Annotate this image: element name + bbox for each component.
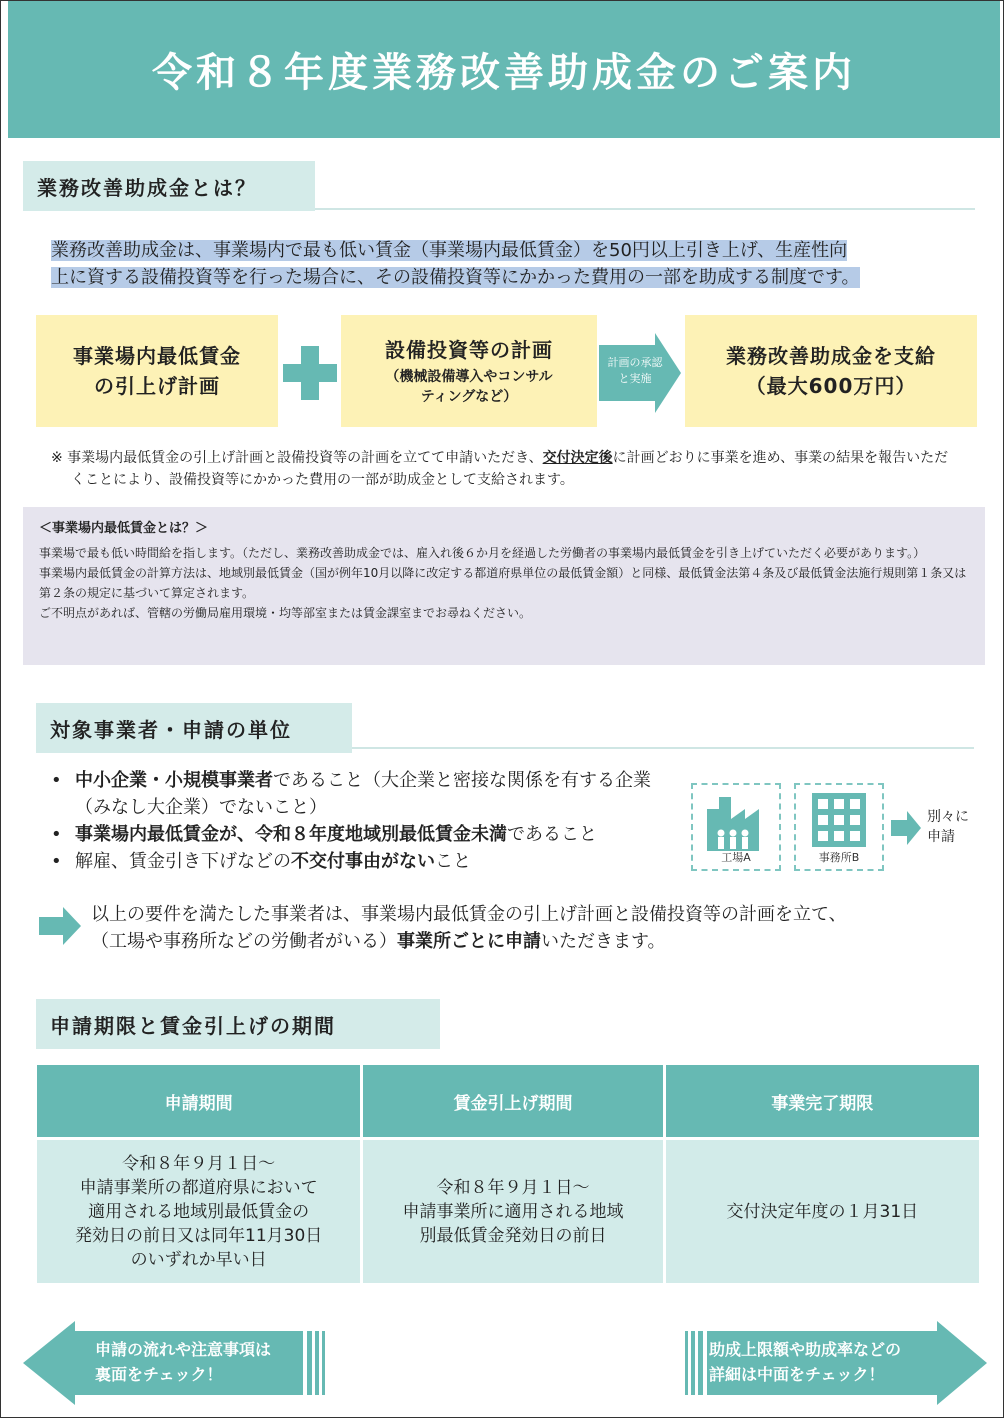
intro-line-1: 業務改善助成金は、事業場内で最も低い賃金（事業場内最低賃金）を50円以上引き上げ、生産性向 <box>51 240 848 261</box>
conclusion-line-2 <box>91 928 971 955</box>
cell-line: のいずれか早い日 <box>130 1249 267 1270</box>
column-header: 賃金引上げ期間 <box>363 1065 662 1137</box>
header-banner <box>8 1 1000 138</box>
process-note <box>51 447 961 491</box>
table-cell-wage-period <box>363 1137 662 1283</box>
bullet-text: 解雇、賃金引き下げなどの <box>75 851 291 872</box>
flow-box-investment-sub1: （機械設備導入やコンサル <box>385 369 553 385</box>
plus-icon-vertical <box>301 346 319 400</box>
table-cell-completion-deadline <box>666 1137 979 1283</box>
right-arrow-icon <box>891 811 921 845</box>
list-item <box>47 767 677 821</box>
cell-line: 発効日の前日又は同年11月30日 <box>75 1225 323 1246</box>
definition-line-1: 事業場で最も低い時間給を指します。（ただし、業務改善助成金では、雇入れ後６か月を経過した労働者の事業場内最低賃金を引き上げていただく必要があります。） <box>39 546 926 560</box>
back-page-link-text <box>95 1337 271 1387</box>
schedule-table <box>34 1065 982 1283</box>
bullet-bold: 事業場内最低賃金が、令和８年度地域別最低賃金未満 <box>75 824 507 845</box>
column-header: 申請期間 <box>37 1065 360 1137</box>
factory-box <box>691 783 781 871</box>
page-title: 令和８年度業務改善助成金のご案内 <box>152 50 856 96</box>
definition-title: ＜事業場内最低賃金とは？＞ <box>39 521 209 536</box>
section-divider <box>315 208 975 210</box>
nav-right-line-1: 助成上限額や助成率などの <box>709 1340 902 1359</box>
section-divider <box>352 747 974 749</box>
bullet-bold: 中小企業・小規模事業者 <box>75 770 273 791</box>
separate-line-1: 別々に <box>927 809 969 825</box>
cell-line: 別最低賃金発効日の前日 <box>419 1225 607 1246</box>
nav-left-line-2: 裏面をチェック！ <box>95 1365 223 1384</box>
factory-icon <box>693 789 779 855</box>
approval-arrow-label-2: と実施 <box>618 372 652 385</box>
middle-page-link-text <box>709 1337 901 1387</box>
flow-box-investment-title: 設備投資等の計画 <box>385 338 553 362</box>
bullet-text: であること <box>507 824 597 845</box>
intro-line-2: 上に資する設備投資等を行った場合に、その設備投資等にかかった費用の一部を助成する制度です。 <box>51 267 860 288</box>
table-row <box>37 1137 979 1283</box>
flow-box-subsidy-line2: （最大600万円） <box>745 374 917 398</box>
table-header-row <box>37 1065 979 1137</box>
flow-box-subsidy-line1: 業務改善助成金を支給 <box>726 344 936 368</box>
section-heading-what-is: 業務改善助成金とは？ <box>23 161 315 211</box>
conclusion-line-1: 以上の要件を満たした事業者は、事業場内最低賃金の引上げ計画と設備投資等の計画を立て、 <box>91 904 847 925</box>
list-item <box>47 848 677 875</box>
flow-box-wage-plan <box>36 315 278 427</box>
column-header: 事業完了期限 <box>666 1065 979 1137</box>
bullet-text: こと <box>435 851 471 872</box>
approval-arrow-label-1: 計画の承認 <box>607 356 663 369</box>
flow-box-subsidy <box>685 315 977 427</box>
eligibility-list <box>47 767 677 875</box>
definition-box <box>23 507 985 665</box>
table-cell-application-period <box>37 1137 360 1283</box>
right-arrow-icon <box>39 907 81 945</box>
separate-application-note <box>927 807 969 847</box>
cell-line: 申請事業所の都道府県において <box>79 1177 318 1198</box>
process-note-bold: 交付決定後 <box>542 450 613 466</box>
process-note-pre: ※ 事業場内最低賃金の引上げ計画と設備投資等の計画を立てて申請いただき、 <box>51 450 543 466</box>
flow-box-wage-plan-line1: 事業場内最低賃金 <box>73 344 241 368</box>
cell-line: 交付決定年度の１月31日 <box>726 1201 919 1222</box>
conclusion-text <box>91 901 971 955</box>
flow-box-wage-plan-line2: の引上げ計画 <box>94 374 220 398</box>
process-note-post: に計画どおりに事業を進め、事業の結果を報告いただくことにより、設備投資等にかかった費用の一部が助成金として支給されます。 <box>71 450 949 488</box>
cell-line: 令和８年９月１日～ <box>436 1177 590 1198</box>
nav-left-line-1: 申請の流れや注意事項は <box>95 1340 272 1359</box>
approval-arrow-label <box>603 355 667 387</box>
cell-line: 申請事業所に適用される地域 <box>402 1201 624 1222</box>
factory-label: 工場A <box>721 851 751 864</box>
definition-line-3: ご不明点があれば、管轄の労働局雇用環境・均等部室または賃金課室までお尋ねください。 <box>39 606 532 620</box>
bullet-bold: 不交付事由がない <box>291 851 435 872</box>
conclusion-post: いただきます。 <box>541 931 666 952</box>
flow-box-investment-plan <box>341 315 597 427</box>
nav-right-line-2: 詳細は中面をチェック！ <box>709 1365 885 1384</box>
approval-arrow <box>599 333 681 413</box>
list-item <box>47 821 677 848</box>
office-box <box>794 783 884 871</box>
bullet-text: であること（大企業と密接な関係を有する企業（みなし大企業）でないこと） <box>75 770 651 818</box>
office-label: 事務所B <box>818 851 860 864</box>
definition-line-2: 事業場内最低賃金の計算方法は、地域別最低賃金（国が例年10月以降に改定する都道府県単位の最低賃金額）と同様、最低賃金法第４条及び最低賃金法施行規則第１条又は第２条の規定に基づいて算定されます。 <box>39 566 967 600</box>
middle-page-link[interactable] <box>681 1321 991 1405</box>
conclusion-pre: （工場や事務所などの労働者がいる） <box>91 931 397 952</box>
conclusion-bold: 事業所ごとに申請 <box>397 931 541 952</box>
cell-line: 適用される地域別最低賃金の <box>88 1201 310 1222</box>
section-heading-eligibility: 対象事業者・申請の単位 <box>36 703 352 753</box>
back-page-link[interactable] <box>23 1321 333 1405</box>
separate-line-2: 申請 <box>927 829 955 845</box>
cell-line: 令和８年９月１日～ <box>122 1153 276 1174</box>
intro-text <box>51 237 971 291</box>
office-building-icon <box>796 789 882 855</box>
section-heading-schedule: 申請期限と賃金引上げの期間 <box>36 999 440 1049</box>
flow-box-investment-sub2: ティングなど） <box>420 389 518 405</box>
